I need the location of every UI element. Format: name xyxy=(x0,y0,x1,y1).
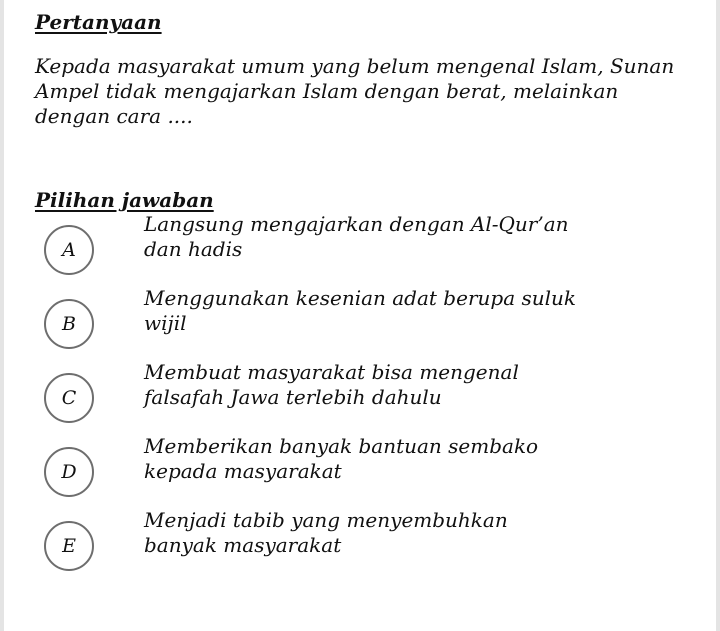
answer-option-e[interactable] xyxy=(44,508,604,581)
option-c-radio[interactable] xyxy=(44,373,94,423)
option-a-radio[interactable] xyxy=(44,225,94,275)
option-a-text[interactable]: Langsung mengajarkan dengan Al-Qur’an dan hadis xyxy=(144,212,569,261)
option-d-radio[interactable] xyxy=(44,447,94,497)
question-text: Kepada masyarakat umum yang belum mengenal Islam, Sunan Ampel tidak mengajarkan Islam dengan berat, melainkan dengan cara .... xyxy=(35,54,675,128)
question-page xyxy=(4,0,716,631)
question-heading: Pertanyaan xyxy=(35,10,162,34)
option-c-text[interactable]: Membuat masyarakat bisa mengenal falsafah Jawa terlebih dahulu xyxy=(144,360,519,409)
option-a-letter: A xyxy=(62,238,76,261)
answer-option-a[interactable] xyxy=(44,212,604,285)
option-e-letter: E xyxy=(62,534,76,557)
option-e-text[interactable]: Menjadi tabib yang menyembuhkan banyak masyarakat xyxy=(144,508,508,557)
option-d-letter: D xyxy=(61,460,77,483)
option-b-text[interactable]: Menggunakan kesenian adat berupa suluk wijil xyxy=(144,286,577,335)
option-c-letter: C xyxy=(61,386,77,409)
answer-option-b[interactable] xyxy=(44,286,604,359)
answer-option-c[interactable] xyxy=(44,360,604,433)
option-b-letter: B xyxy=(62,312,76,335)
answer-options-heading: Pilihan jawaban xyxy=(35,188,214,212)
option-d-text[interactable]: Memberikan banyak bantuan sembako kepada masyarakat xyxy=(144,434,539,483)
option-b-radio[interactable] xyxy=(44,299,94,349)
option-e-radio[interactable] xyxy=(44,521,94,571)
answer-option-d[interactable] xyxy=(44,434,604,507)
